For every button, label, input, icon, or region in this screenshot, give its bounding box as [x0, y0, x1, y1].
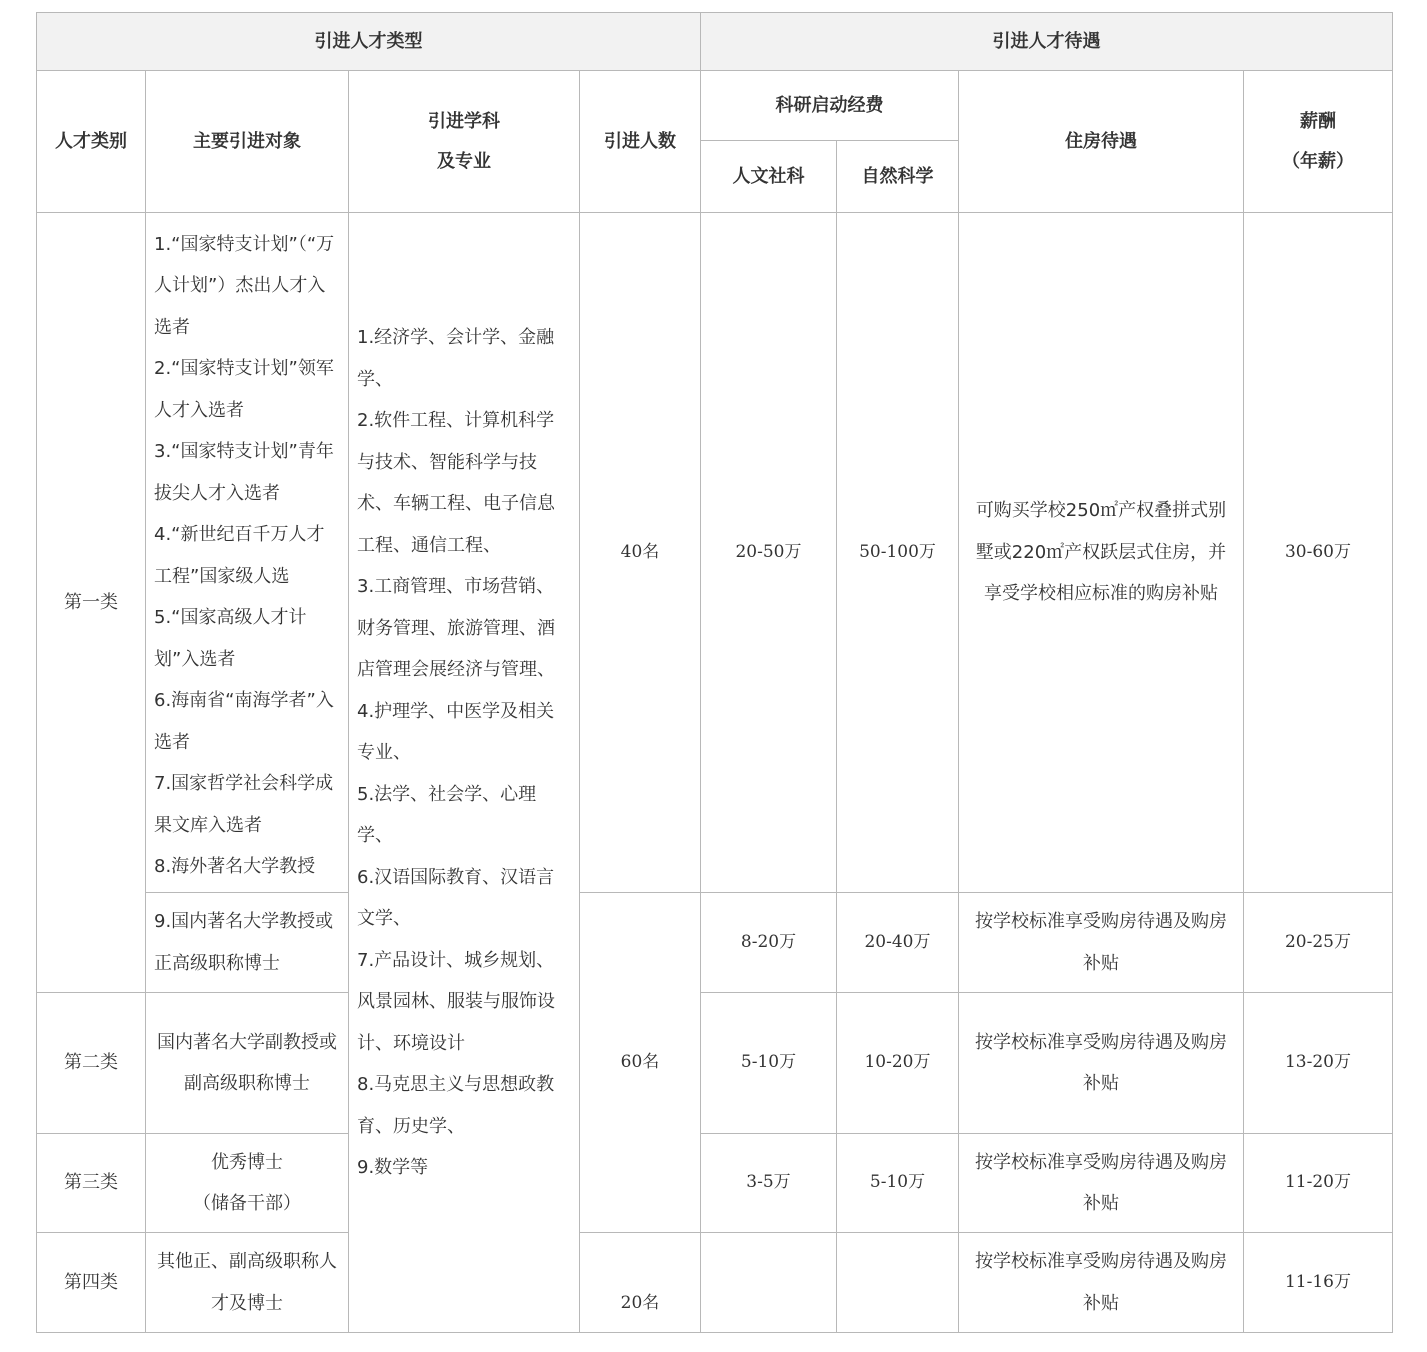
housing-3: 按学校标准享受购房待遇及购房补贴 [959, 1134, 1244, 1233]
header-salary [1244, 71, 1393, 213]
targets-3 [146, 1134, 349, 1233]
humanities-2: 5-10万 [701, 993, 837, 1134]
talent-table [36, 12, 1393, 1333]
discipline-item: 4.护理学、中医学及相关专业、 [357, 700, 555, 763]
natural-1a: 50-100万 [837, 213, 959, 893]
target-item: 3.“国家特支计划”青年拔尖人才入选者 [154, 441, 334, 504]
discipline-item: 6.汉语国际教育、汉语言文学、 [357, 866, 555, 929]
housing-2: 按学校标准享受购房待遇及购房补贴 [959, 993, 1244, 1134]
discipline-item: 2.软件工程、计算机科学与技术、智能科学与技术、车辆工程、电子信息工程、通信工程、 [357, 410, 555, 556]
humanities-3: 3-5万 [701, 1134, 837, 1233]
header-talent-type: 引进人才类型 [37, 13, 701, 71]
header-salary-line1: 薪酬 [1300, 110, 1336, 132]
target-item: 6.海南省“南海学者”入选者 [154, 690, 334, 753]
targets-4: 其他正、副高级职称人才及博士 [146, 1233, 349, 1333]
header-main-targets: 主要引进对象 [146, 71, 349, 213]
category-2: 第二类 [37, 993, 146, 1134]
category-4: 第四类 [37, 1233, 146, 1333]
header-discipline [349, 71, 580, 213]
header-humanities: 人文社科 [701, 141, 837, 213]
targets-1a [146, 213, 349, 893]
count-2: 60名 [580, 893, 701, 1233]
target-item: 2.“国家特支计划”领军人才入选者 [154, 358, 334, 421]
header-category: 人才类别 [37, 71, 146, 213]
humanities-1b: 8-20万 [701, 893, 837, 993]
discipline-item: 8.马克思主义与思想政教育、历史学、 [357, 1074, 555, 1137]
discipline-item: 3.工商管理、市场营销、财务管理、旅游管理、酒店管理会展经济与管理、 [357, 576, 555, 680]
discipline-item: 5.法学、社会学、心理学、 [357, 783, 537, 846]
header-discipline-line1: 引进学科 [428, 110, 500, 132]
housing-1a: 可购买学校250㎡产权叠拼式别墅或220㎡产权跃层式住房，并享受学校相应标准的购房补贴 [959, 213, 1244, 893]
targets-3-line1: 优秀博士 [211, 1151, 283, 1173]
targets-1b: 9.国内著名大学教授或正高级职称博士 [146, 893, 349, 993]
discipline-item: 9.数学等 [357, 1157, 429, 1178]
target-item: 5.“国家高级人才计划”入选者 [154, 607, 307, 670]
humanities-1a: 20-50万 [701, 213, 837, 893]
count-4: 20名 [580, 1233, 701, 1333]
natural-2: 10-20万 [837, 993, 959, 1134]
header-salary-line2: （年薪） [1282, 150, 1354, 172]
salary-2: 13-20万 [1244, 993, 1393, 1134]
count-1a: 40名 [580, 213, 701, 893]
targets-2: 国内著名大学副教授或副高级职称博士 [146, 993, 349, 1134]
header-housing: 住房待遇 [959, 71, 1244, 213]
housing-1b: 按学校标准享受购房待遇及购房补贴 [959, 893, 1244, 993]
discipline-item: 7.产品设计、城乡规划、风景园林、服装与服饰设计、环境设计 [357, 949, 555, 1054]
salary-4: 11-16万 [1244, 1233, 1393, 1333]
header-talent-benefits: 引进人才待遇 [701, 13, 1393, 71]
target-item: 8.海外著名大学教授 [154, 856, 316, 877]
natural-1b: 20-40万 [837, 893, 959, 993]
salary-1a: 30-60万 [1244, 213, 1393, 893]
header-natural-science: 自然科学 [837, 141, 959, 213]
disciplines-cell [349, 213, 580, 1333]
natural-3: 5-10万 [837, 1134, 959, 1233]
category-1: 第一类 [37, 213, 146, 993]
humanities-4 [701, 1233, 837, 1333]
header-research-funding: 科研启动经费 [701, 71, 959, 141]
salary-3: 11-20万 [1244, 1134, 1393, 1233]
housing-4: 按学校标准享受购房待遇及购房补贴 [959, 1233, 1244, 1333]
targets-3-line2: （储备干部） [193, 1193, 301, 1214]
category-3: 第三类 [37, 1134, 146, 1233]
header-count: 引进人数 [580, 71, 701, 213]
header-discipline-line2: 及专业 [437, 150, 491, 172]
target-item: 7.国家哲学社会科学成果文库入选者 [154, 773, 334, 836]
natural-4 [837, 1233, 959, 1333]
discipline-item: 1.经济学、会计学、金融学、 [357, 327, 555, 390]
salary-1b: 20-25万 [1244, 893, 1393, 993]
target-item: 1.“国家特支计划”（“万人计划”）杰出人才入选者 [154, 233, 335, 338]
target-item: 4.“新世纪百千万人才工程”国家级人选 [154, 524, 325, 587]
